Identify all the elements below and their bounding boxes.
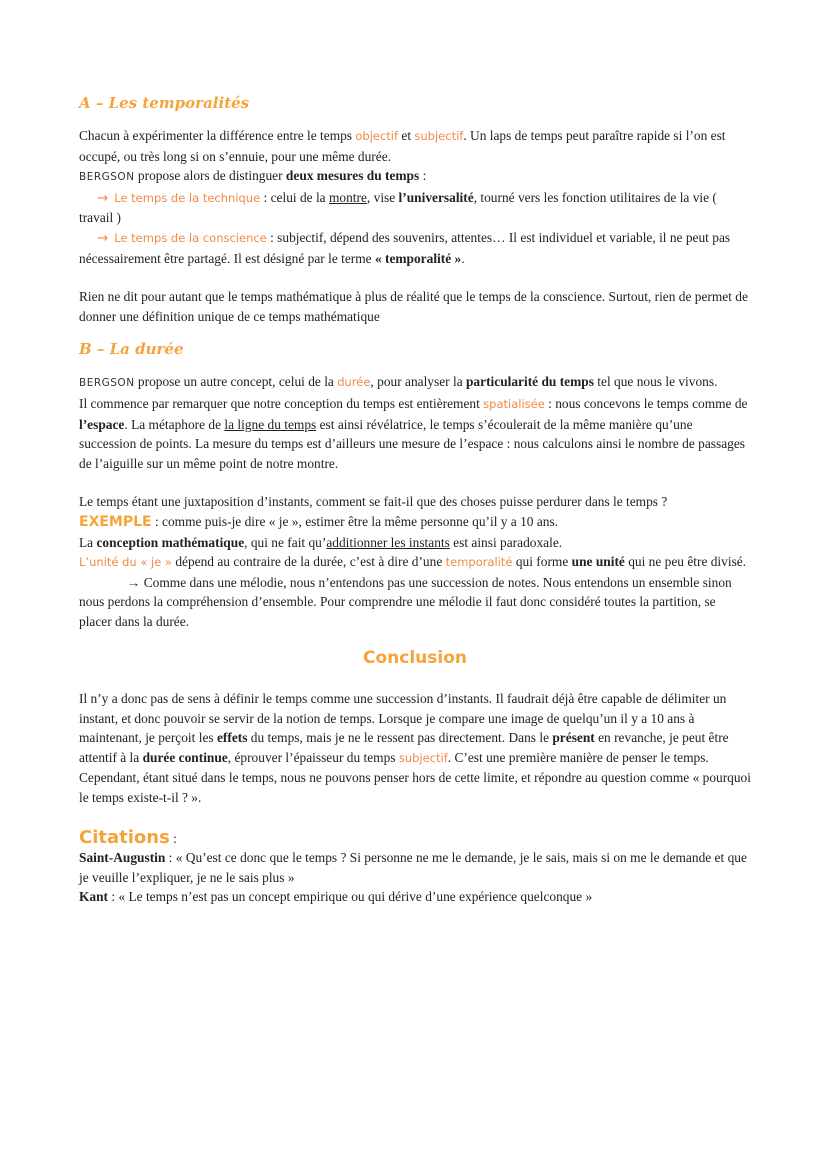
bullet-conscience xyxy=(79,228,751,268)
text: Il commence par remarquer que notre conception du temps est entièrement xyxy=(79,395,484,411)
text: La xyxy=(79,534,97,550)
author-name: BERGSON xyxy=(79,171,135,184)
text: Il n’y a donc pas de sens à définir le temps comme une succession d’instants. Il faudrait déjà être capable de délimiter un instant, et donc pouvoir se servir de la notion de temps. Lorsque je compare une image de quelqu’un il y a 10 ans à maintenant, je perçoit les xyxy=(79,691,727,746)
highlight-spatialisee: spatialisée xyxy=(483,396,545,411)
text: , tourné vers les fonction utilitaires de la vie ( travail ) xyxy=(79,189,717,226)
text: . La métaphore de xyxy=(124,416,225,432)
text: propose alors de distinguer xyxy=(134,168,286,184)
text: et xyxy=(398,128,415,143)
text: est ainsi révélatrice, le temps s’écoulerait de la même manière qu’une succession de points. La mesure du temps est d’ailleurs une mesure de l’espace : nous calculons ainsi le nombre de passages de l’aiguille sur un même point de notre montre. xyxy=(79,416,745,471)
text: : xyxy=(419,168,427,184)
section-a-paragraph-2 xyxy=(79,166,751,188)
text: , vise xyxy=(366,189,399,205)
section-a-paragraph-1 xyxy=(79,126,751,166)
text: du temps, mais je ne le ressent pas directement. Dans le xyxy=(247,730,553,746)
underlined-text: additionner les instants xyxy=(326,534,450,550)
bold-espace: l’espace xyxy=(79,416,125,432)
text: dépend au contraire de la durée, c’est à dire d’une xyxy=(171,554,446,570)
bold-text: particularité du temps xyxy=(465,374,594,390)
label-unite-du-je: L’unité du « je » xyxy=(79,555,172,570)
underlined-ligne-du-temps: la ligne du temps xyxy=(224,416,317,432)
label-technique: Le temps de la technique xyxy=(114,190,261,205)
conclusion-paragraph xyxy=(79,689,751,808)
citations-heading xyxy=(79,828,751,849)
citation-augustin xyxy=(79,848,751,887)
text: : nous concevons le temps comme de xyxy=(544,395,748,411)
text: , éprouver l’épaisseur du temps xyxy=(227,749,399,765)
author-name: BERGSON xyxy=(79,377,135,390)
text: , pour analyser la xyxy=(370,374,466,390)
bullet-technique xyxy=(79,188,751,228)
section-b-paragraph-6 xyxy=(79,573,751,632)
arrow-icon: → xyxy=(127,574,141,590)
text: . xyxy=(461,250,465,266)
section-b-paragraph-2 xyxy=(79,394,751,473)
underlined-montre: montre xyxy=(328,189,367,205)
citation-author: Saint-Augustin xyxy=(79,850,166,866)
bold-text: durée continue xyxy=(142,749,228,765)
arrow-icon: → xyxy=(97,230,109,246)
text: Comme dans une mélodie, nous n’entendons pas une succession de notes. Nous entendons un ensemble sinon nous perdons la compréhension d’ensemble. Pour comprendre une mélodie il faut donc considéré toutes la partition, se placer dans la durée. xyxy=(79,574,732,629)
text: qui ne peu être divisé. xyxy=(624,554,747,570)
text: . C’est une première manière de penser le temps. Cependant, étant situé dans le temps, nous ne pouvons penser hors de cette limite, et répondre au question comme « pourquoi le temps existe-t-il ? ». xyxy=(79,749,751,806)
section-b-paragraph-1 xyxy=(79,372,751,394)
bold-text: une unité xyxy=(571,554,625,570)
bold-text: effets xyxy=(216,730,248,746)
citation-text: : « Qu’est ce donc que le temps ? Si personne ne me le demande, je le sais, mais si on me le demande et que je veuille l’expliquer, je ne le sais plus » xyxy=(79,850,747,885)
text: propose un autre concept, celui de la xyxy=(134,374,338,390)
highlight-objectif: objectif xyxy=(355,129,399,143)
section-b-paragraph-3: Le temps étant une juxtaposition d’instants, comment se fait-il que des choses puisse perdurer dans le temps ? xyxy=(79,494,668,510)
label-conscience: Le temps de la conscience xyxy=(114,230,267,245)
highlight-subjectif: subjectif xyxy=(414,129,464,143)
highlight-subjectif: subjectif xyxy=(398,750,448,765)
document-page xyxy=(79,94,751,907)
conclusion-title: Conclusion xyxy=(363,648,467,669)
citations-title: Citations xyxy=(79,826,170,848)
text: : celui de la xyxy=(260,189,329,205)
highlight-temporalite: temporalité xyxy=(445,555,513,570)
highlight-duree: durée xyxy=(337,375,371,390)
text: qui forme xyxy=(512,554,572,570)
citation-kant xyxy=(79,887,751,907)
section-b-paragraph-4 xyxy=(79,533,751,553)
arrow-icon: → xyxy=(97,190,109,206)
section-b-paragraph-5 xyxy=(79,552,751,573)
text: , qui ne fait qu’ xyxy=(244,534,327,550)
citation-author: Kant xyxy=(79,889,109,905)
bold-text: deux mesures du temps xyxy=(285,168,420,184)
bold-temporalite: « temporalité » xyxy=(374,250,462,266)
section-a-paragraph-3: Rien ne dit pour autant que le temps mathématique à plus de réalité que le temps de la conscience. Surtout, rien de permet de donner une définition unique de ce temps mathématique xyxy=(79,289,748,324)
text: . Un laps de temps peut paraître rapide si l’on est occupé, ou très long si on s’ennuie, pour une même durée. xyxy=(79,128,726,164)
text: est ainsi paradoxale. xyxy=(449,534,563,550)
section-a-title: A – Les temporalités xyxy=(79,94,250,112)
bold-text: présent xyxy=(552,730,595,746)
bold-universalite: l’universalité xyxy=(398,189,474,205)
example-label: EXEMPLE xyxy=(79,513,152,530)
text: : xyxy=(169,830,177,846)
text: : subjectif, dépend des souvenirs, attentes… Il est individuel et variable, il ne peut pas nécessairement être partagé. Il est désigné par le terme xyxy=(79,229,731,266)
example-line xyxy=(79,512,751,533)
text: tel que nous le vivons. xyxy=(593,374,718,390)
section-b-title: B – La durée xyxy=(79,340,184,359)
citation-text: : « Le temps n’est pas un concept empirique ou qui dérive d’une expérience quelconque » xyxy=(108,889,593,905)
bold-text: conception mathématique xyxy=(96,534,245,550)
text: : comme puis-je dire « je », estimer être la même personne qu’il y a 10 ans. xyxy=(151,513,559,529)
text: en revanche, je peut être attentif à la xyxy=(79,730,729,765)
text: Chacun à expérimenter la différence entre le temps xyxy=(79,128,356,143)
